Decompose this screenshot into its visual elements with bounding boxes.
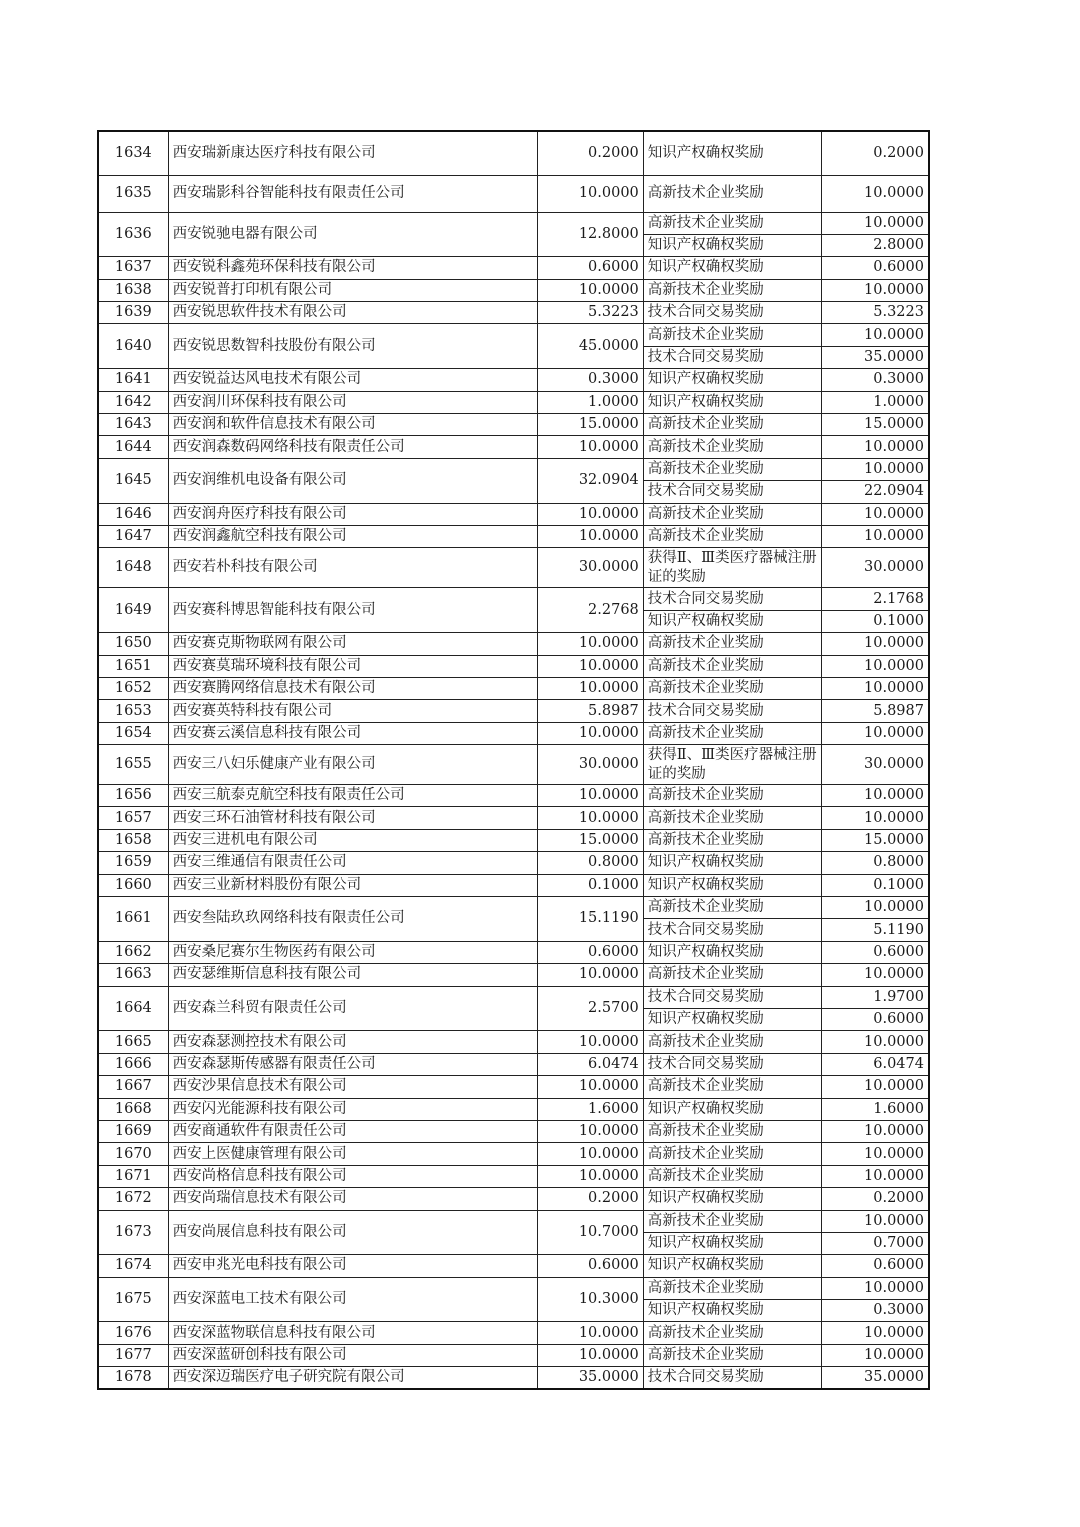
total-amount: 10.7000 bbox=[537, 1210, 643, 1255]
award-type: 知识产权确权奖励 bbox=[643, 369, 821, 391]
company-name: 西安赛云溪信息科技有限公司 bbox=[168, 722, 537, 744]
company-name: 西安尚格信息科技有限公司 bbox=[168, 1165, 537, 1187]
award-amount: 10.0000 bbox=[822, 324, 929, 346]
award-amount: 5.1190 bbox=[822, 919, 929, 941]
total-amount: 0.8000 bbox=[537, 852, 643, 874]
award-amount: 0.6000 bbox=[822, 1255, 929, 1277]
award-amount: 10.0000 bbox=[822, 722, 929, 744]
total-amount: 5.3223 bbox=[537, 302, 643, 324]
table-row bbox=[98, 964, 929, 986]
company-name: 西安赛莫瑞环境科技有限公司 bbox=[168, 655, 537, 677]
table-row bbox=[98, 852, 929, 874]
row-number: 1665 bbox=[98, 1031, 168, 1053]
table-row bbox=[98, 807, 929, 829]
total-amount: 6.0474 bbox=[537, 1053, 643, 1075]
row-number: 1668 bbox=[98, 1098, 168, 1120]
award-type: 知识产权确权奖励 bbox=[643, 1188, 821, 1210]
award-type: 高新技术企业奖励 bbox=[643, 525, 821, 547]
table-row bbox=[98, 369, 929, 391]
row-number: 1646 bbox=[98, 503, 168, 525]
table-row bbox=[98, 986, 929, 1008]
company-name: 西安三维通信有限责任公司 bbox=[168, 852, 537, 874]
row-number: 1651 bbox=[98, 655, 168, 677]
award-type: 高新技术企业奖励 bbox=[643, 807, 821, 829]
award-type: 知识产权确权奖励 bbox=[643, 1232, 821, 1254]
row-number: 1671 bbox=[98, 1165, 168, 1187]
row-number: 1658 bbox=[98, 829, 168, 851]
company-name: 西安瑞影科谷智能科技有限责任公司 bbox=[168, 175, 537, 212]
award-type: 高新技术企业奖励 bbox=[643, 1277, 821, 1299]
company-name: 西安沙果信息技术有限公司 bbox=[168, 1076, 537, 1098]
total-amount: 45.0000 bbox=[537, 324, 643, 369]
table-row bbox=[98, 655, 929, 677]
table-row bbox=[98, 279, 929, 301]
total-amount: 0.2000 bbox=[537, 131, 643, 175]
total-amount: 10.0000 bbox=[537, 1165, 643, 1187]
row-number: 1645 bbox=[98, 458, 168, 503]
table-row bbox=[98, 1255, 929, 1277]
table-row bbox=[98, 1188, 929, 1210]
award-amount: 30.0000 bbox=[822, 548, 929, 588]
company-name: 西安锐益达风电技术有限公司 bbox=[168, 369, 537, 391]
table-row bbox=[98, 1120, 929, 1142]
row-number: 1670 bbox=[98, 1143, 168, 1165]
award-amount: 35.0000 bbox=[822, 346, 929, 368]
company-name: 西安赛英特科技有限公司 bbox=[168, 700, 537, 722]
table-row bbox=[98, 1165, 929, 1187]
table-row bbox=[98, 458, 929, 480]
award-type: 高新技术企业奖励 bbox=[643, 655, 821, 677]
award-amount: 10.0000 bbox=[822, 655, 929, 677]
award-type: 知识产权确权奖励 bbox=[643, 1300, 821, 1322]
company-name: 西安森兰科贸有限责任公司 bbox=[168, 986, 537, 1031]
total-amount: 10.0000 bbox=[537, 655, 643, 677]
award-type: 高新技术企业奖励 bbox=[643, 175, 821, 212]
row-number: 1635 bbox=[98, 175, 168, 212]
row-number: 1642 bbox=[98, 391, 168, 413]
row-number: 1647 bbox=[98, 525, 168, 547]
table-row bbox=[98, 745, 929, 785]
award-type: 获得Ⅱ、Ⅲ类医疗器械注册证的奖励 bbox=[643, 745, 821, 785]
award-amount: 6.0474 bbox=[822, 1053, 929, 1075]
award-type: 知识产权确权奖励 bbox=[643, 1255, 821, 1277]
row-number: 1662 bbox=[98, 941, 168, 963]
award-type: 高新技术企业奖励 bbox=[643, 829, 821, 851]
award-amount: 22.0904 bbox=[822, 481, 929, 503]
row-number: 1637 bbox=[98, 257, 168, 279]
total-amount: 10.0000 bbox=[537, 1322, 643, 1344]
row-number: 1673 bbox=[98, 1210, 168, 1255]
award-amount: 10.0000 bbox=[822, 1165, 929, 1187]
award-type: 高新技术企业奖励 bbox=[643, 1210, 821, 1232]
row-number: 1640 bbox=[98, 324, 168, 369]
award-type: 知识产权确权奖励 bbox=[643, 391, 821, 413]
award-amount: 0.2000 bbox=[822, 1188, 929, 1210]
row-number: 1674 bbox=[98, 1255, 168, 1277]
company-name: 西安桑尼赛尔生物医药有限公司 bbox=[168, 941, 537, 963]
row-number: 1649 bbox=[98, 588, 168, 633]
award-amount: 10.0000 bbox=[822, 1277, 929, 1299]
total-amount: 32.0904 bbox=[537, 458, 643, 503]
row-number: 1677 bbox=[98, 1344, 168, 1366]
total-amount: 10.0000 bbox=[537, 722, 643, 744]
award-type: 技术合同交易奖励 bbox=[643, 700, 821, 722]
company-name: 西安三环石油管材科技有限公司 bbox=[168, 807, 537, 829]
total-amount: 10.0000 bbox=[537, 1344, 643, 1366]
table-row bbox=[98, 941, 929, 963]
award-table-body bbox=[98, 131, 929, 1389]
award-amount: 5.3223 bbox=[822, 302, 929, 324]
row-number: 1653 bbox=[98, 700, 168, 722]
company-name: 西安赛腾网络信息技术有限公司 bbox=[168, 677, 537, 699]
row-number: 1657 bbox=[98, 807, 168, 829]
award-type: 高新技术企业奖励 bbox=[643, 503, 821, 525]
award-amount: 0.2000 bbox=[822, 131, 929, 175]
award-type: 技术合同交易奖励 bbox=[643, 919, 821, 941]
award-amount: 10.0000 bbox=[822, 503, 929, 525]
total-amount: 15.0000 bbox=[537, 829, 643, 851]
row-number: 1661 bbox=[98, 897, 168, 942]
award-amount: 10.0000 bbox=[822, 677, 929, 699]
award-amount: 0.7000 bbox=[822, 1232, 929, 1254]
row-number: 1667 bbox=[98, 1076, 168, 1098]
award-type: 高新技术企业奖励 bbox=[643, 897, 821, 919]
total-amount: 10.0000 bbox=[537, 677, 643, 699]
table-row bbox=[98, 633, 929, 655]
total-amount: 10.0000 bbox=[537, 633, 643, 655]
award-amount: 10.0000 bbox=[822, 1031, 929, 1053]
company-name: 西安闪光能源科技有限公司 bbox=[168, 1098, 537, 1120]
award-amount: 0.6000 bbox=[822, 941, 929, 963]
company-name: 西安赛克斯物联网有限公司 bbox=[168, 633, 537, 655]
table-row bbox=[98, 525, 929, 547]
table-row bbox=[98, 391, 929, 413]
table-row bbox=[98, 436, 929, 458]
award-type: 高新技术企业奖励 bbox=[643, 964, 821, 986]
row-number: 1639 bbox=[98, 302, 168, 324]
table-row bbox=[98, 1344, 929, 1366]
award-amount: 10.0000 bbox=[822, 1210, 929, 1232]
company-name: 西安申兆光电科技有限公司 bbox=[168, 1255, 537, 1277]
company-name: 西安若朴科技有限公司 bbox=[168, 548, 537, 588]
total-amount: 10.0000 bbox=[537, 503, 643, 525]
total-amount: 0.6000 bbox=[537, 941, 643, 963]
row-number: 1672 bbox=[98, 1188, 168, 1210]
total-amount: 30.0000 bbox=[537, 548, 643, 588]
company-name: 西安深蓝物联信息科技有限公司 bbox=[168, 1322, 537, 1344]
row-number: 1655 bbox=[98, 745, 168, 785]
company-name: 西安润和软件信息技术有限公司 bbox=[168, 414, 537, 436]
award-type: 高新技术企业奖励 bbox=[643, 1143, 821, 1165]
award-type: 知识产权确权奖励 bbox=[643, 852, 821, 874]
award-type: 知识产权确权奖励 bbox=[643, 1009, 821, 1031]
award-type: 技术合同交易奖励 bbox=[643, 346, 821, 368]
total-amount: 0.1000 bbox=[537, 874, 643, 896]
total-amount: 15.1190 bbox=[537, 897, 643, 942]
award-amount: 10.0000 bbox=[822, 1143, 929, 1165]
award-amount: 10.0000 bbox=[822, 458, 929, 480]
award-type: 知识产权确权奖励 bbox=[643, 941, 821, 963]
award-amount: 10.0000 bbox=[822, 1344, 929, 1366]
award-amount: 10.0000 bbox=[822, 436, 929, 458]
table-row bbox=[98, 1322, 929, 1344]
award-amount: 0.6000 bbox=[822, 1009, 929, 1031]
total-amount: 10.0000 bbox=[537, 1076, 643, 1098]
award-amount: 0.3000 bbox=[822, 1300, 929, 1322]
award-amount: 2.8000 bbox=[822, 234, 929, 256]
company-name: 西安深迈瑞医疗电子研究院有限公司 bbox=[168, 1367, 537, 1390]
row-number: 1666 bbox=[98, 1053, 168, 1075]
award-type: 技术合同交易奖励 bbox=[643, 1367, 821, 1390]
company-name: 西安锐科鑫苑环保科技有限公司 bbox=[168, 257, 537, 279]
total-amount: 2.5700 bbox=[537, 986, 643, 1031]
table-row bbox=[98, 175, 929, 212]
total-amount: 10.0000 bbox=[537, 175, 643, 212]
row-number: 1650 bbox=[98, 633, 168, 655]
table-row bbox=[98, 1098, 929, 1120]
award-amount: 10.0000 bbox=[822, 1076, 929, 1098]
total-amount: 1.6000 bbox=[537, 1098, 643, 1120]
row-number: 1638 bbox=[98, 279, 168, 301]
award-amount: 10.0000 bbox=[822, 212, 929, 234]
award-type: 高新技术企业奖励 bbox=[643, 1165, 821, 1187]
total-amount: 15.0000 bbox=[537, 414, 643, 436]
company-name: 西安润川环保科技有限公司 bbox=[168, 391, 537, 413]
award-amount: 2.1768 bbox=[822, 588, 929, 610]
award-type: 技术合同交易奖励 bbox=[643, 986, 821, 1008]
award-type: 高新技术企业奖励 bbox=[643, 1344, 821, 1366]
award-amount: 10.0000 bbox=[822, 525, 929, 547]
total-amount: 10.0000 bbox=[537, 964, 643, 986]
row-number: 1643 bbox=[98, 414, 168, 436]
table-row bbox=[98, 874, 929, 896]
award-type: 高新技术企业奖励 bbox=[643, 324, 821, 346]
company-name: 西安三航泰克航空科技有限责任公司 bbox=[168, 785, 537, 807]
company-name: 西安商通软件有限责任公司 bbox=[168, 1120, 537, 1142]
award-amount: 10.0000 bbox=[822, 785, 929, 807]
company-name: 西安瑟维斯信息科技有限公司 bbox=[168, 964, 537, 986]
total-amount: 10.0000 bbox=[537, 807, 643, 829]
table-row bbox=[98, 785, 929, 807]
row-number: 1676 bbox=[98, 1322, 168, 1344]
company-name: 西安深蓝研创科技有限公司 bbox=[168, 1344, 537, 1366]
award-amount: 10.0000 bbox=[822, 807, 929, 829]
company-name: 西安森瑟测控技术有限公司 bbox=[168, 1031, 537, 1053]
award-amount: 10.0000 bbox=[822, 964, 929, 986]
award-type: 高新技术企业奖励 bbox=[643, 414, 821, 436]
award-amount: 0.1000 bbox=[822, 610, 929, 632]
total-amount: 30.0000 bbox=[537, 745, 643, 785]
table-row bbox=[98, 1143, 929, 1165]
row-number: 1636 bbox=[98, 212, 168, 257]
row-number: 1641 bbox=[98, 369, 168, 391]
award-type: 高新技术企业奖励 bbox=[643, 677, 821, 699]
award-amount: 0.3000 bbox=[822, 369, 929, 391]
table-row bbox=[98, 722, 929, 744]
total-amount: 10.0000 bbox=[537, 525, 643, 547]
row-number: 1675 bbox=[98, 1277, 168, 1322]
award-amount: 1.0000 bbox=[822, 391, 929, 413]
table-row bbox=[98, 829, 929, 851]
row-number: 1652 bbox=[98, 677, 168, 699]
award-amount: 15.0000 bbox=[822, 414, 929, 436]
award-amount: 30.0000 bbox=[822, 745, 929, 785]
table-row bbox=[98, 588, 929, 610]
total-amount: 0.3000 bbox=[537, 369, 643, 391]
row-number: 1634 bbox=[98, 131, 168, 175]
total-amount: 10.0000 bbox=[537, 1120, 643, 1142]
award-amount: 0.1000 bbox=[822, 874, 929, 896]
award-amount: 5.8987 bbox=[822, 700, 929, 722]
company-name: 西安三八妇乐健康产业有限公司 bbox=[168, 745, 537, 785]
award-type: 技术合同交易奖励 bbox=[643, 302, 821, 324]
award-type: 高新技术企业奖励 bbox=[643, 1031, 821, 1053]
award-amount: 0.8000 bbox=[822, 852, 929, 874]
award-amount: 1.9700 bbox=[822, 986, 929, 1008]
total-amount: 35.0000 bbox=[537, 1367, 643, 1390]
total-amount: 10.0000 bbox=[537, 1143, 643, 1165]
award-amount: 10.0000 bbox=[822, 175, 929, 212]
total-amount: 10.0000 bbox=[537, 279, 643, 301]
award-amount: 10.0000 bbox=[822, 1322, 929, 1344]
table-row bbox=[98, 257, 929, 279]
award-type: 高新技术企业奖励 bbox=[643, 458, 821, 480]
award-type: 高新技术企业奖励 bbox=[643, 1076, 821, 1098]
table-row bbox=[98, 212, 929, 234]
company-name: 西安润鑫航空科技有限公司 bbox=[168, 525, 537, 547]
award-type: 高新技术企业奖励 bbox=[643, 1120, 821, 1142]
table-row bbox=[98, 897, 929, 919]
award-amount: 0.6000 bbox=[822, 257, 929, 279]
total-amount: 12.8000 bbox=[537, 212, 643, 257]
total-amount: 2.2768 bbox=[537, 588, 643, 633]
total-amount: 0.6000 bbox=[537, 1255, 643, 1277]
company-name: 西安尚展信息科技有限公司 bbox=[168, 1210, 537, 1255]
table-row bbox=[98, 1210, 929, 1232]
award-type: 知识产权确权奖励 bbox=[643, 874, 821, 896]
total-amount: 0.6000 bbox=[537, 257, 643, 279]
award-type: 知识产权确权奖励 bbox=[643, 1098, 821, 1120]
table-row bbox=[98, 324, 929, 346]
row-number: 1678 bbox=[98, 1367, 168, 1390]
row-number: 1654 bbox=[98, 722, 168, 744]
company-name: 西安锐普打印机有限公司 bbox=[168, 279, 537, 301]
award-type: 知识产权确权奖励 bbox=[643, 131, 821, 175]
award-type: 技术合同交易奖励 bbox=[643, 1053, 821, 1075]
award-amount: 1.6000 bbox=[822, 1098, 929, 1120]
company-name: 西安赛科博思智能科技有限公司 bbox=[168, 588, 537, 633]
award-type: 技术合同交易奖励 bbox=[643, 588, 821, 610]
total-amount: 10.3000 bbox=[537, 1277, 643, 1322]
table-row bbox=[98, 1031, 929, 1053]
award-type: 知识产权确权奖励 bbox=[643, 257, 821, 279]
row-number: 1644 bbox=[98, 436, 168, 458]
company-name: 西安润舟医疗科技有限公司 bbox=[168, 503, 537, 525]
award-amount: 15.0000 bbox=[822, 829, 929, 851]
total-amount: 10.0000 bbox=[537, 785, 643, 807]
award-type: 高新技术企业奖励 bbox=[643, 785, 821, 807]
row-number: 1664 bbox=[98, 986, 168, 1031]
company-name: 西安瑞新康达医疗科技有限公司 bbox=[168, 131, 537, 175]
company-name: 西安叁陆玖玖网络科技有限责任公司 bbox=[168, 897, 537, 942]
award-type: 高新技术企业奖励 bbox=[643, 279, 821, 301]
total-amount: 1.0000 bbox=[537, 391, 643, 413]
company-name: 西安上医健康管理有限公司 bbox=[168, 1143, 537, 1165]
award-amount: 10.0000 bbox=[822, 279, 929, 301]
table-row bbox=[98, 1076, 929, 1098]
award-type: 高新技术企业奖励 bbox=[643, 212, 821, 234]
total-amount: 10.0000 bbox=[537, 1031, 643, 1053]
award-table bbox=[97, 130, 930, 1390]
award-type: 知识产权确权奖励 bbox=[643, 234, 821, 256]
award-type: 高新技术企业奖励 bbox=[643, 436, 821, 458]
table-row bbox=[98, 131, 929, 175]
award-type: 高新技术企业奖励 bbox=[643, 633, 821, 655]
award-amount: 10.0000 bbox=[822, 633, 929, 655]
award-amount: 10.0000 bbox=[822, 1120, 929, 1142]
award-amount: 35.0000 bbox=[822, 1367, 929, 1390]
row-number: 1648 bbox=[98, 548, 168, 588]
award-type: 高新技术企业奖励 bbox=[643, 722, 821, 744]
table-row bbox=[98, 548, 929, 588]
row-number: 1656 bbox=[98, 785, 168, 807]
company-name: 西安三业新材料股份有限公司 bbox=[168, 874, 537, 896]
total-amount: 5.8987 bbox=[537, 700, 643, 722]
table-row bbox=[98, 1277, 929, 1299]
award-amount: 10.0000 bbox=[822, 897, 929, 919]
row-number: 1663 bbox=[98, 964, 168, 986]
table-row bbox=[98, 700, 929, 722]
company-name: 西安锐驰电器有限公司 bbox=[168, 212, 537, 257]
total-amount: 0.2000 bbox=[537, 1188, 643, 1210]
award-type: 高新技术企业奖励 bbox=[643, 1322, 821, 1344]
award-type: 知识产权确权奖励 bbox=[643, 610, 821, 632]
company-name: 西安锐思数智科技股份有限公司 bbox=[168, 324, 537, 369]
table-row bbox=[98, 1053, 929, 1075]
company-name: 西安深蓝电工技术有限公司 bbox=[168, 1277, 537, 1322]
company-name: 西安尚瑞信息技术有限公司 bbox=[168, 1188, 537, 1210]
table-row bbox=[98, 677, 929, 699]
award-type: 获得Ⅱ、Ⅲ类医疗器械注册证的奖励 bbox=[643, 548, 821, 588]
table-row bbox=[98, 1367, 929, 1390]
company-name: 西安锐思软件技术有限公司 bbox=[168, 302, 537, 324]
table-row bbox=[98, 302, 929, 324]
company-name: 西安润森数码网络科技有限责任公司 bbox=[168, 436, 537, 458]
company-name: 西安润维机电设备有限公司 bbox=[168, 458, 537, 503]
award-type: 技术合同交易奖励 bbox=[643, 481, 821, 503]
company-name: 西安森瑟斯传感器有限责任公司 bbox=[168, 1053, 537, 1075]
table-row bbox=[98, 414, 929, 436]
row-number: 1659 bbox=[98, 852, 168, 874]
table-row bbox=[98, 503, 929, 525]
total-amount: 10.0000 bbox=[537, 436, 643, 458]
row-number: 1660 bbox=[98, 874, 168, 896]
row-number: 1669 bbox=[98, 1120, 168, 1142]
company-name: 西安三进机电有限公司 bbox=[168, 829, 537, 851]
